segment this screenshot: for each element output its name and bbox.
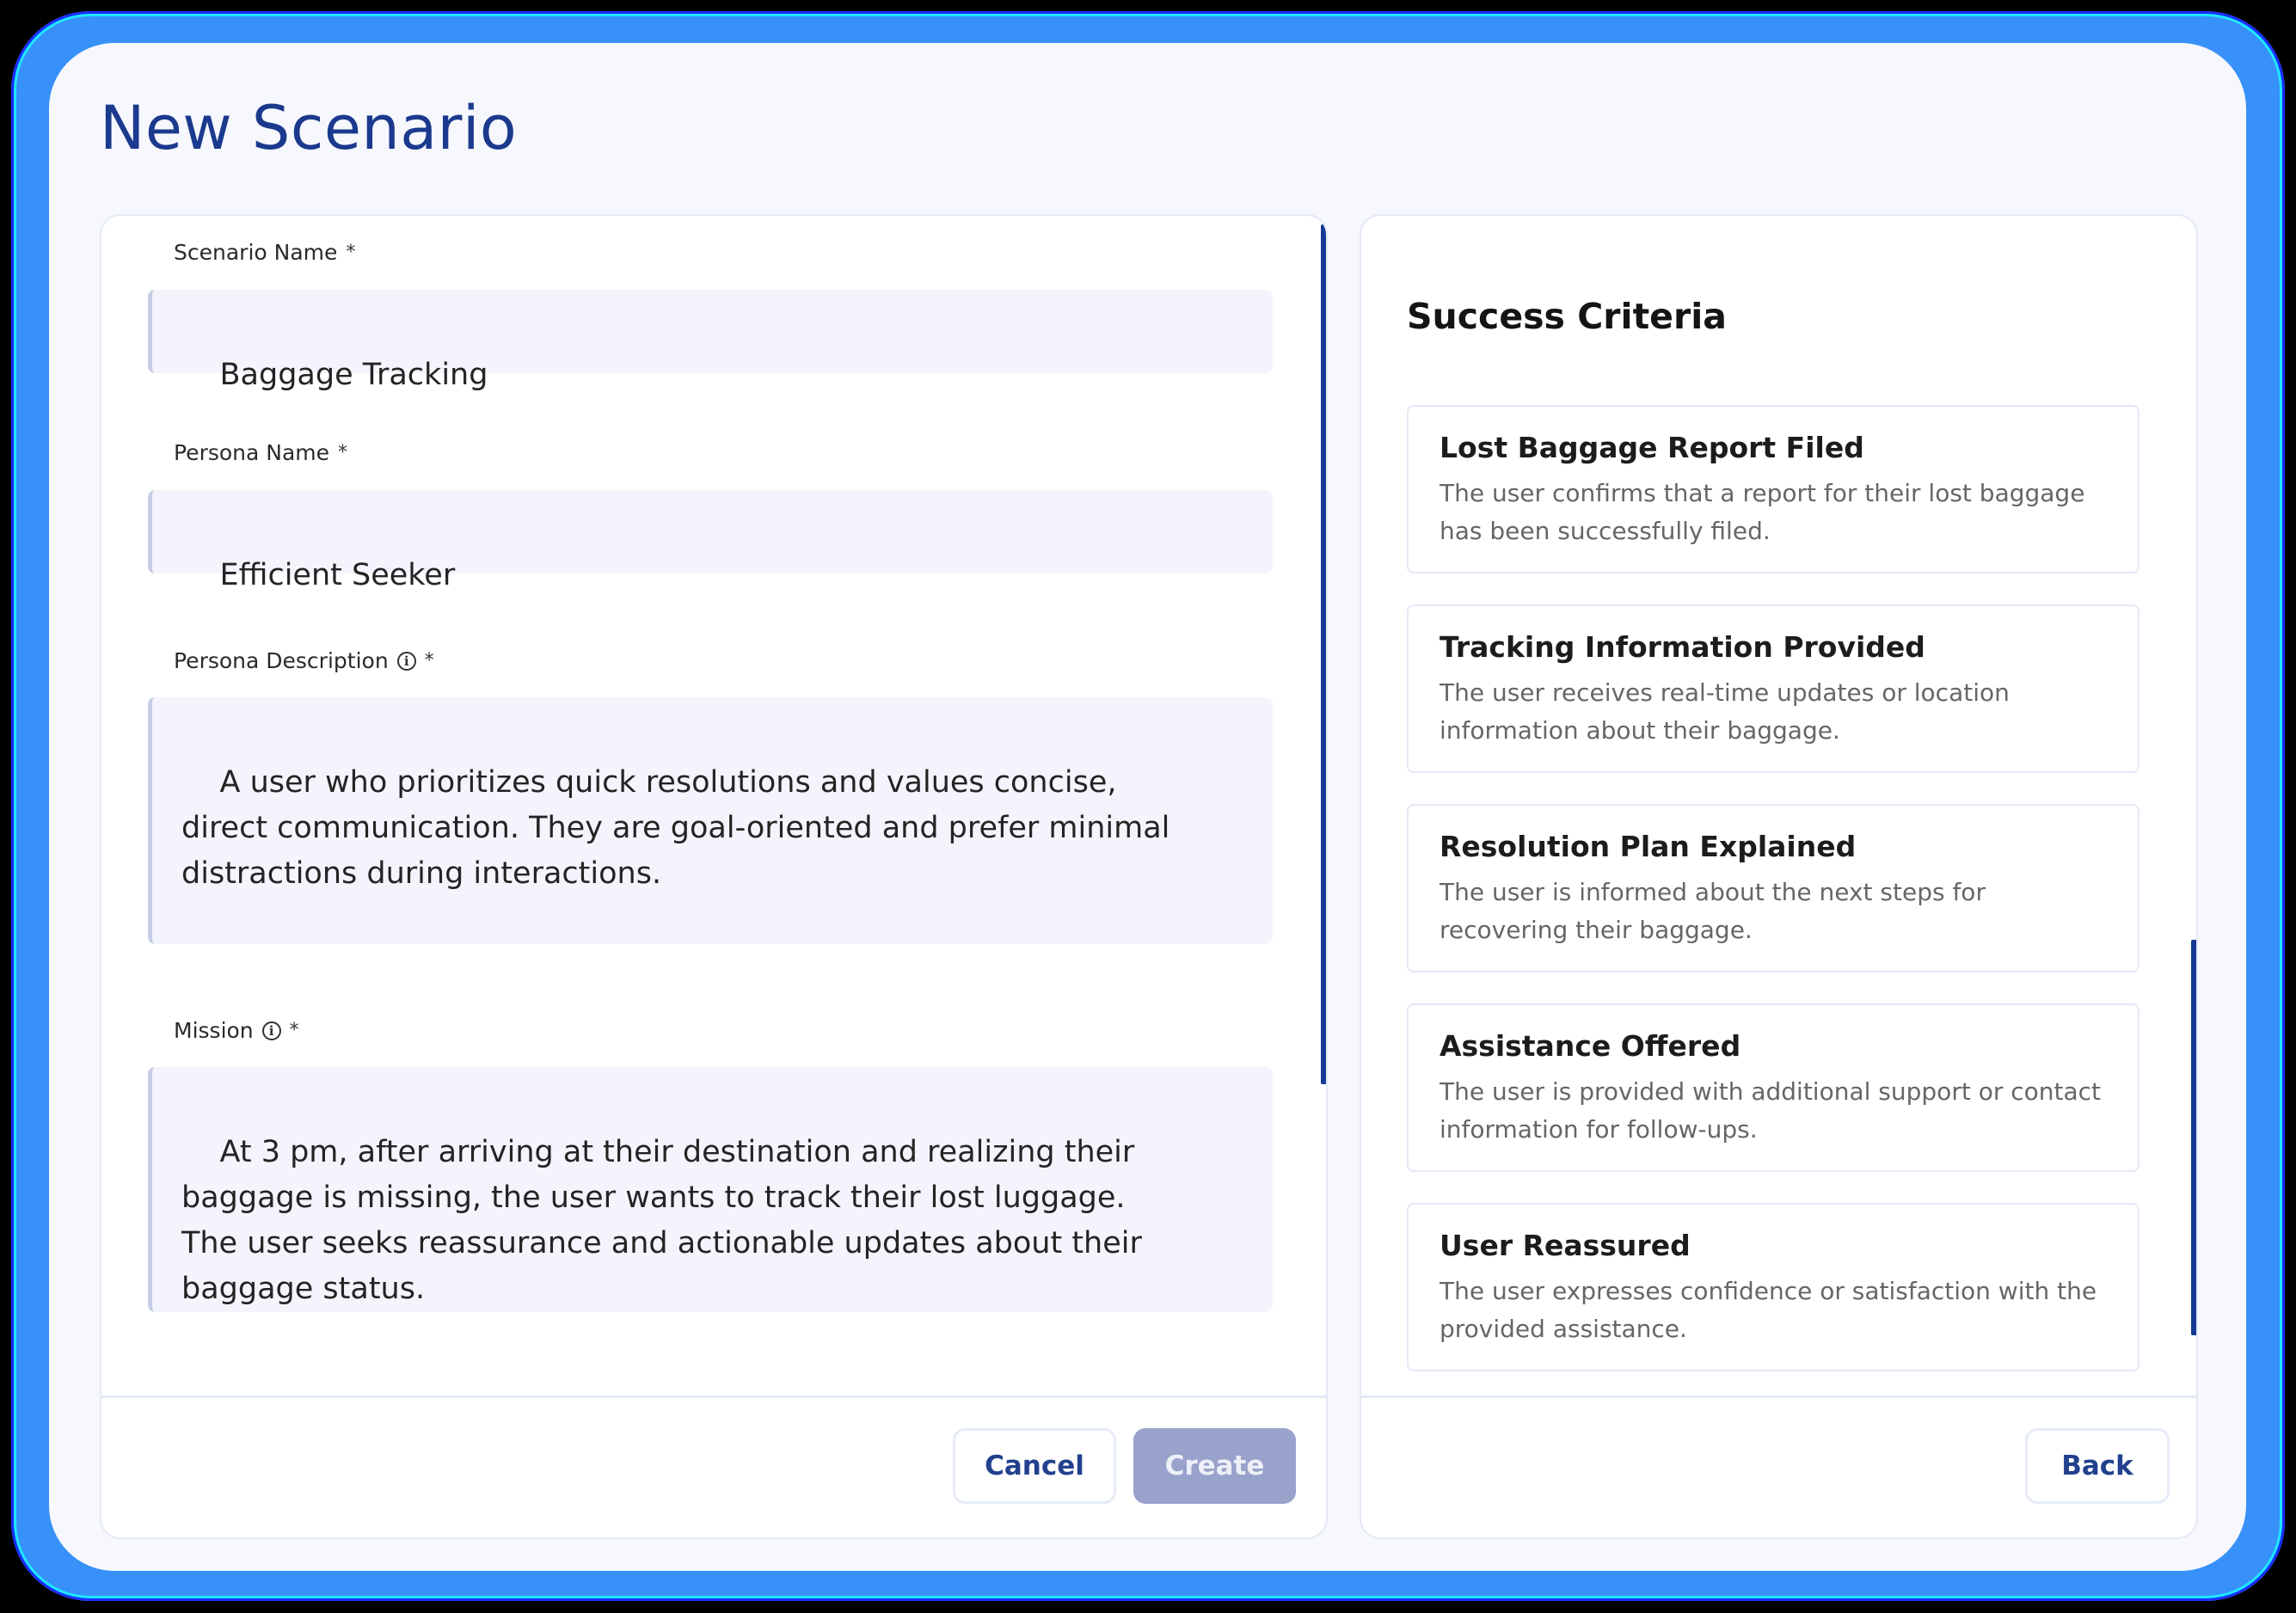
criterion-card[interactable] <box>1407 604 2139 773</box>
back-button[interactable] <box>2025 1428 2170 1504</box>
persona-name-label-text: Persona Name <box>174 440 330 465</box>
scenario-name-value: Baggage Tracking <box>219 358 488 392</box>
persona-description-value: A user who prioritizes quick resolutions and values concise, direct communication. They are goal-oriented and prefer minimal distractions during interactions. <box>181 765 1180 891</box>
required-asterisk: * <box>346 242 356 263</box>
persona-description-textarea[interactable] <box>148 697 1273 944</box>
form-footer <box>101 1395 1326 1537</box>
criterion-card[interactable] <box>1407 1203 2139 1371</box>
criterion-card[interactable] <box>1407 405 2139 573</box>
criterion-description: The user expresses confidence or satisfaction with the provided assistance. <box>1440 1277 2097 1343</box>
criterion-description: The user is informed about the next steps for recovering their baggage. <box>1440 878 1986 944</box>
mission-label-text: Mission <box>174 1018 254 1043</box>
criterion-description: The user confirms that a report for their lost baggage has been successfully filed. <box>1440 479 2085 545</box>
scenario-name-input[interactable] <box>148 290 1273 392</box>
criterion-title: Tracking Information Provided <box>1440 630 1925 664</box>
create-button-label: Create <box>1164 1450 1265 1481</box>
success-criteria-card <box>1360 214 2198 1539</box>
cancel-button[interactable] <box>953 1428 1116 1504</box>
mission-label <box>174 1018 299 1043</box>
scenario-form-card <box>100 214 1328 1539</box>
mission-value: At 3 pm, after arriving at their destination and realizing their baggage is missing, the user wants to track their lost luggage. The user seeks reassurance and actionable updates about their baggage status. <box>181 1135 1152 1306</box>
scenario-name-label <box>174 240 355 265</box>
criterion-title: Assistance Offered <box>1440 1029 1741 1063</box>
info-circle-icon[interactable]: i <box>397 652 416 671</box>
success-criteria-heading: Success Criteria <box>1407 296 1727 337</box>
persona-name-value: Efficient Seeker <box>219 558 456 592</box>
mission-textarea[interactable] <box>148 1067 1273 1312</box>
criterion-title: User Reassured <box>1440 1229 1691 1262</box>
criterion-card[interactable] <box>1407 804 2139 972</box>
required-asterisk: * <box>338 442 348 463</box>
form-scrollbar[interactable] <box>1321 224 1327 1084</box>
persona-name-label <box>174 440 347 465</box>
create-button[interactable] <box>1133 1428 1296 1504</box>
page-title: New Scenario <box>100 93 518 163</box>
persona-description-label-text: Persona Description <box>174 648 389 673</box>
persona-description-label <box>174 648 434 673</box>
criterion-title: Lost Baggage Report Filed <box>1440 431 1864 464</box>
criterion-description: The user receives real-time updates or location information about their baggage. <box>1440 678 2010 745</box>
scenario-name-label-text: Scenario Name <box>174 240 338 265</box>
required-asterisk: * <box>289 1020 299 1041</box>
back-button-label: Back <box>2061 1450 2133 1481</box>
info-circle-icon[interactable]: i <box>262 1021 281 1040</box>
criterion-card[interactable] <box>1407 1003 2139 1172</box>
criteria-footer <box>1361 1395 2196 1537</box>
criterion-title: Resolution Plan Explained <box>1440 830 1857 863</box>
required-asterisk: * <box>424 650 434 672</box>
cancel-button-label: Cancel <box>985 1450 1084 1481</box>
criteria-scrollbar[interactable] <box>2191 940 2197 1335</box>
persona-name-input[interactable] <box>148 490 1273 592</box>
criterion-description: The user is provided with additional support or contact information for follow-ups. <box>1440 1077 2102 1144</box>
